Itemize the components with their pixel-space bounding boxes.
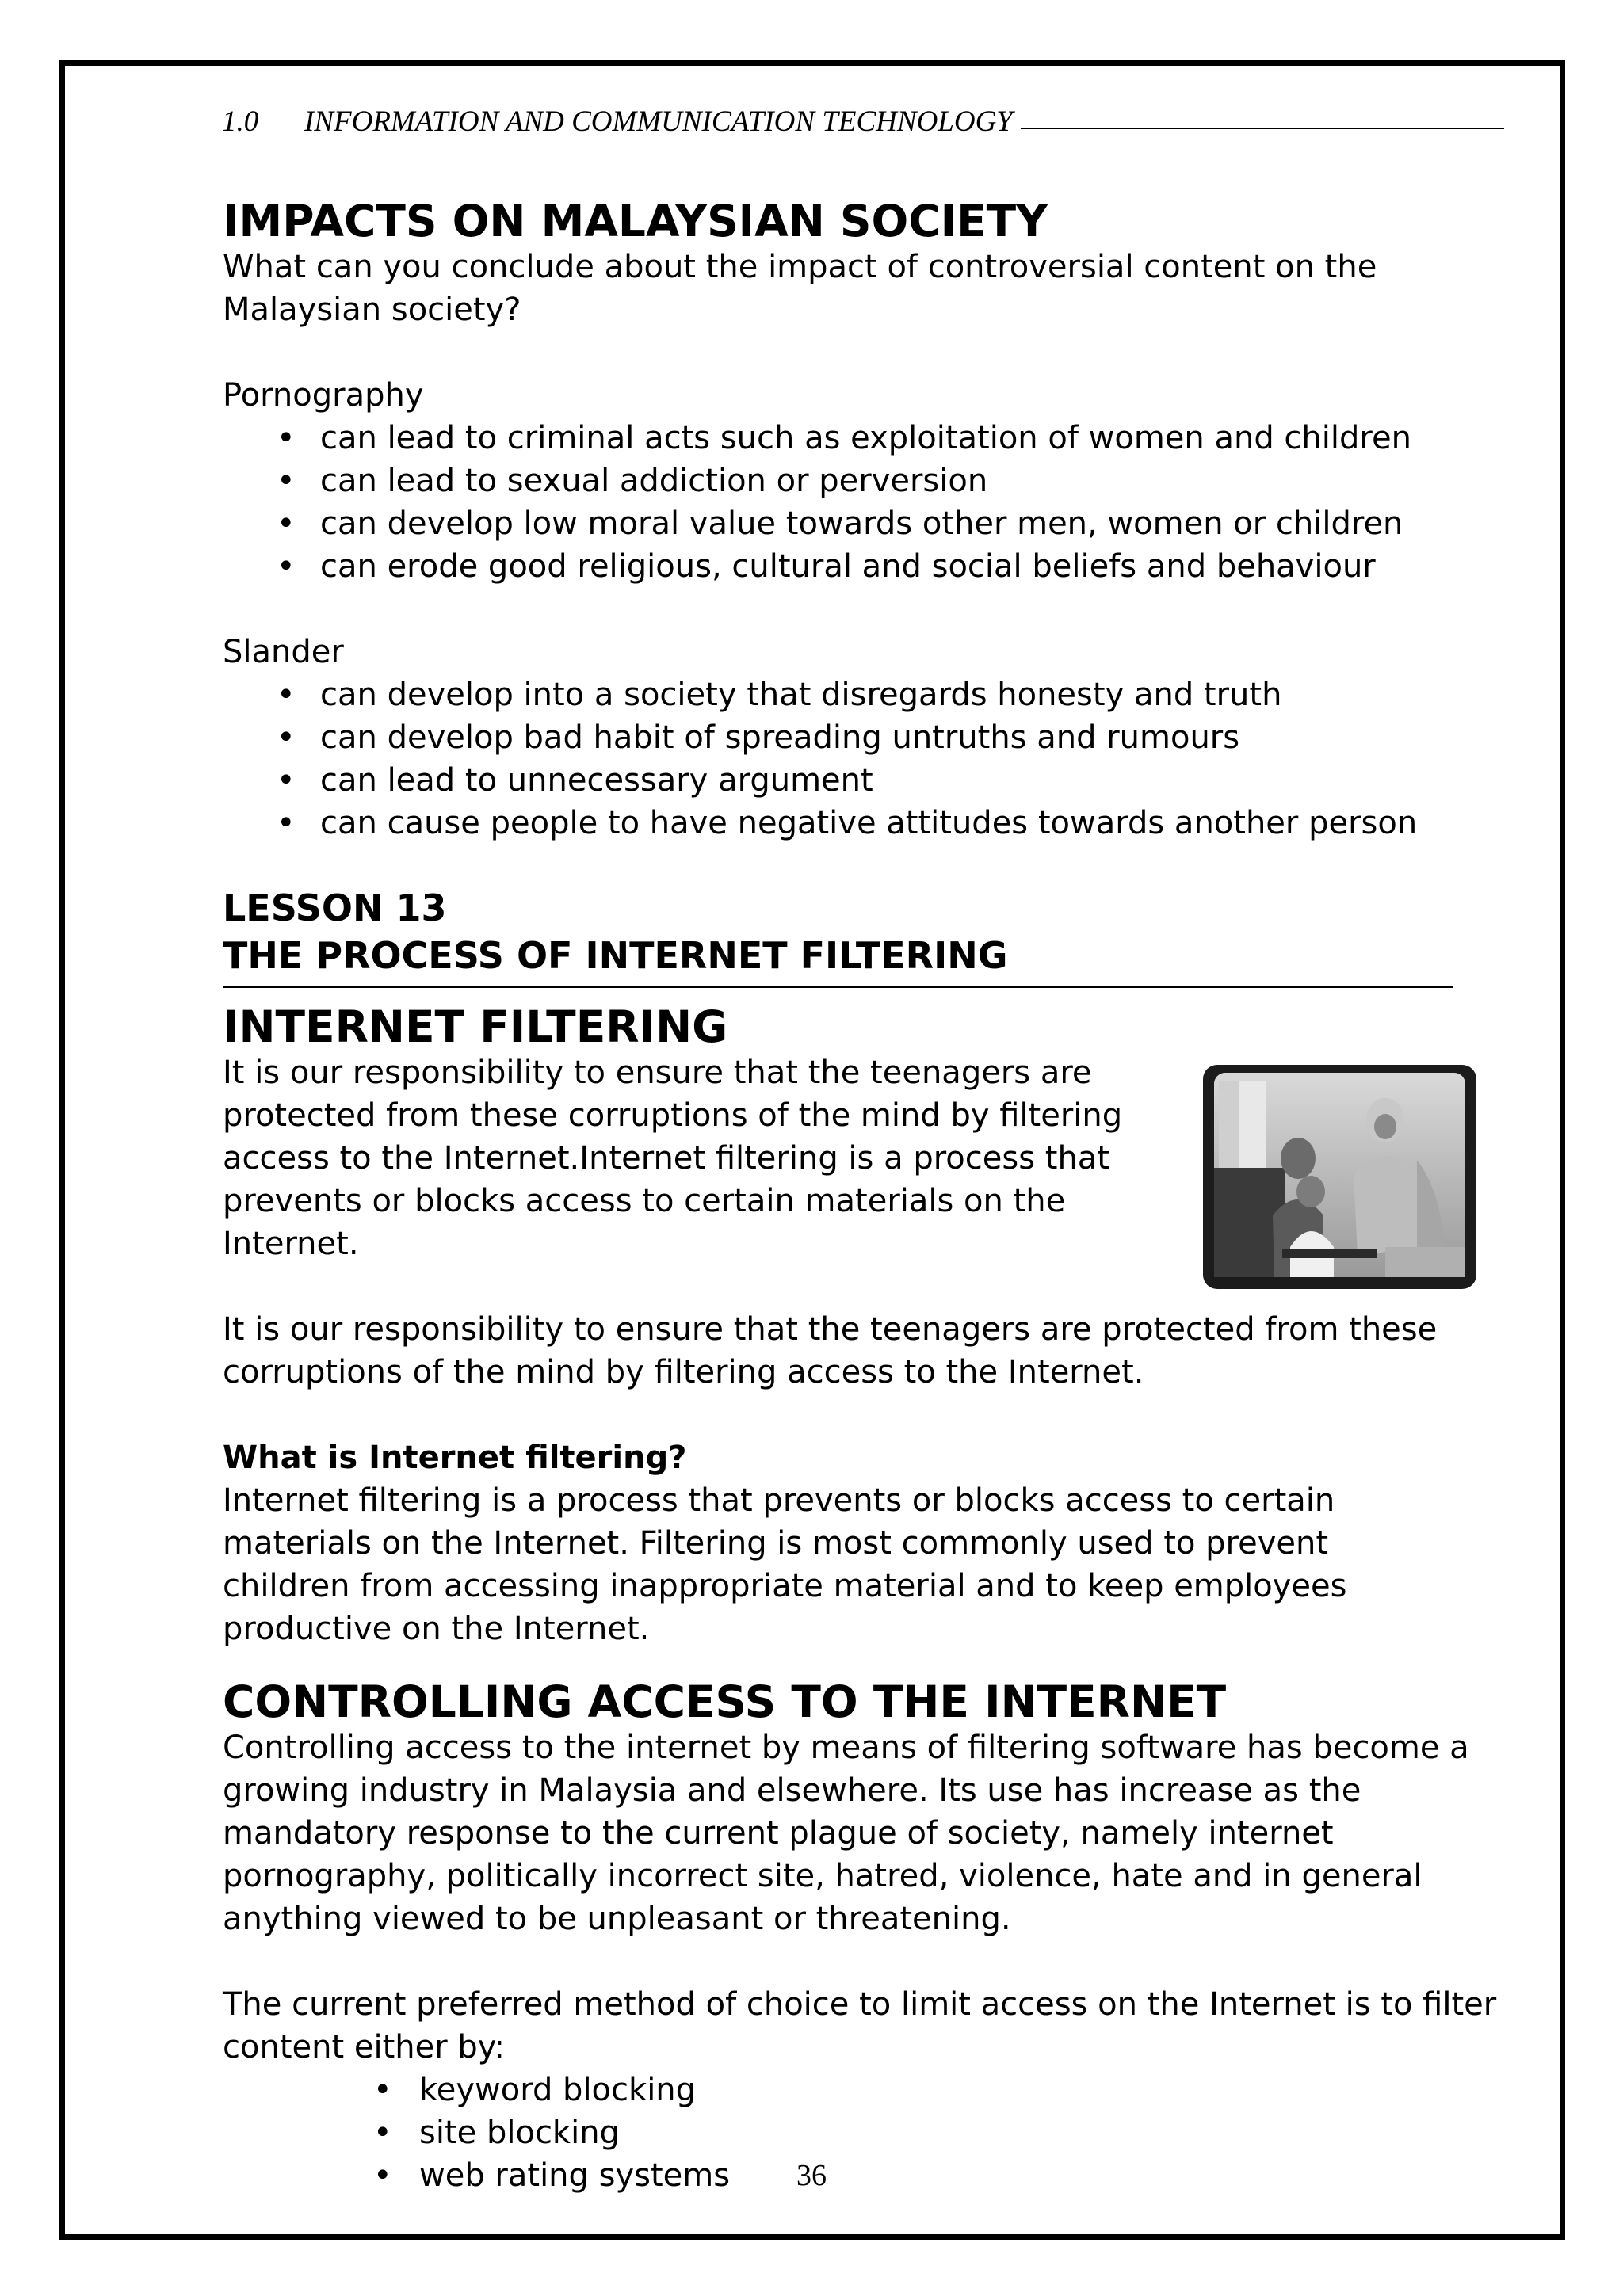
slander-label: Slander — [223, 634, 344, 670]
intro-line: protected from these corruptions of the mind by filtering — [223, 1097, 1123, 1134]
list-item: • can lead to unnecessary argument — [277, 762, 873, 799]
list-item: • can develop low moral value towards other men, women or children — [277, 505, 1403, 542]
chapter-number: 1.0 — [222, 105, 259, 138]
chapter-title: INFORMATION AND COMMUNICATION TECHNOLOGY — [304, 105, 1013, 138]
family-computer-photo — [1203, 1065, 1476, 1289]
list-item: • can lead to sexual addiction or perversion — [277, 463, 988, 499]
header-rule — [1021, 128, 1504, 129]
methods-intro: The current preferred method of choice to limit access on the Internet is to filter content either by: — [223, 1986, 1497, 2065]
slander-list — [223, 673, 1522, 845]
controlling-heading: CONTROLLING ACCESS TO THE INTERNET — [223, 1676, 1227, 1727]
list-item: • can lead to criminal acts such as exploitation of women and children — [277, 420, 1411, 456]
filtering-paragraph: It is our responsibility to ensure that the teenagers are protected from these corruptions of the mind by filtering access to the Internet. — [223, 1311, 1438, 1390]
list-item: • can develop into a society that disregards honesty and truth — [277, 677, 1282, 713]
lesson-title: THE PROCESS OF INTERNET FILTERING — [223, 934, 1008, 977]
impacts-heading: IMPACTS ON MALAYSIAN SOCIETY — [223, 196, 1048, 246]
list-item: • web rating systems — [373, 2157, 731, 2194]
page-number: 36 — [796, 2159, 827, 2192]
pornography-list — [223, 417, 1522, 588]
list-item: • can develop bad habit of spreading untruths and rumours — [277, 719, 1240, 756]
list-item: • keyword blocking — [373, 2072, 697, 2108]
impacts-question: What can you conclude about the impact of controversial content on the Malaysian society? — [223, 249, 1377, 328]
photo-illustration — [1203, 1065, 1476, 1289]
what-is-heading: What is Internet filtering? — [223, 1440, 687, 1476]
running-head — [222, 97, 1504, 136]
controlling-paragraph: Controlling access to the internet by means of filtering software has become a growing industry in Malaysia and elsewhere. Its use has increase as the mandatory response to the current plague of society, namely internet pornography, politically incorrect site, hatred, violence, hate and in general anything viewed to be unpleasant or threatening. — [223, 1730, 1469, 1937]
filtering-heading: INTERNET FILTERING — [223, 1001, 728, 1052]
intro-line: access to the Internet.Internet filtering is a process that — [223, 1140, 1109, 1177]
intro-line: It is our responsibility to ensure that the teenagers are — [223, 1055, 1092, 1091]
intro-line: Internet. — [223, 1226, 359, 1262]
lesson-number: LESSON 13 — [223, 887, 447, 929]
pornography-label: Pornography — [223, 377, 424, 414]
list-item: • can cause people to have negative attitudes towards another person — [277, 805, 1418, 841]
intro-line: prevents or blocks access to certain materials on the — [223, 1183, 1066, 1219]
list-item: • site blocking — [373, 2115, 620, 2151]
what-is-text: Internet filtering is a process that prevents or blocks access to certain materials on the Internet. Filtering is most commonly used to prevent children from accessing inappropriate material and to keep employees productive on the Internet. — [223, 1482, 1347, 1647]
list-item: • can erode good religious, cultural and social beliefs and behaviour — [277, 548, 1376, 585]
